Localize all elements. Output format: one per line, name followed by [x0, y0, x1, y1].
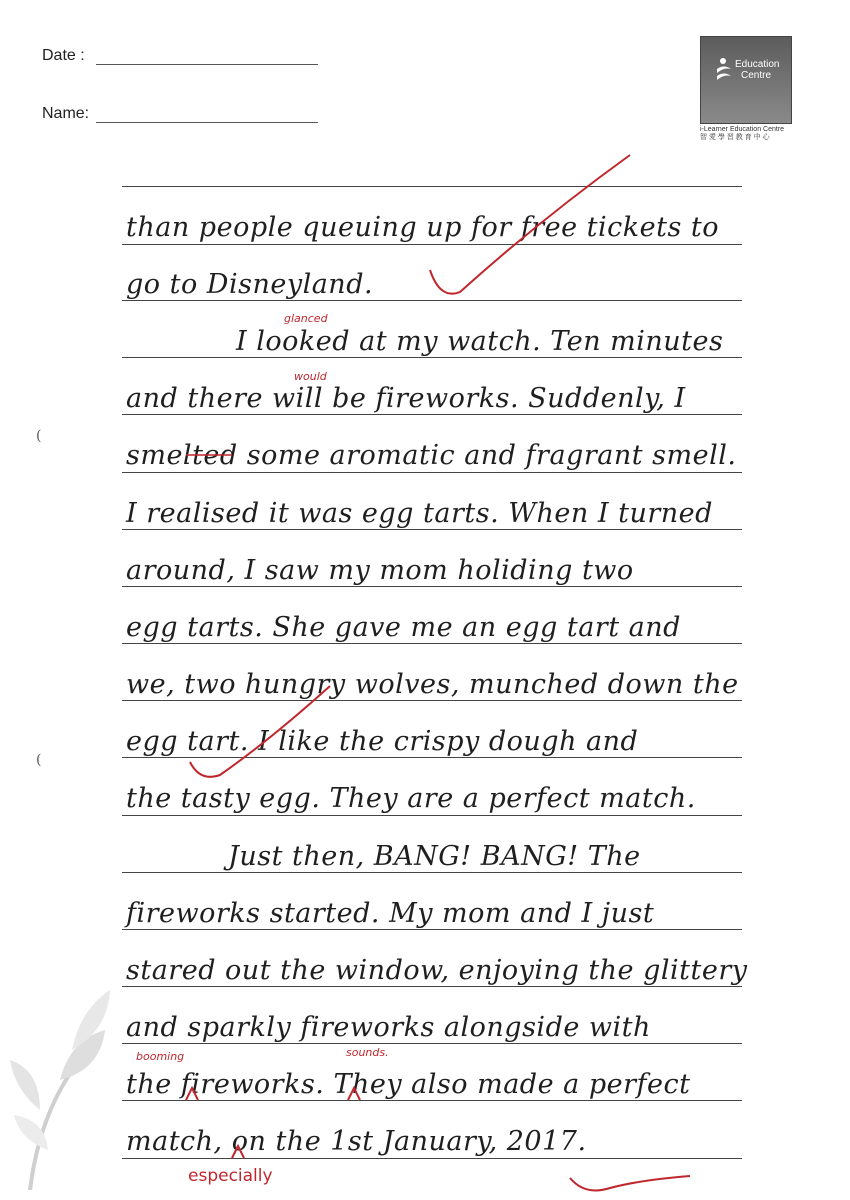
- logo-caption-en: i-Learner Education Centre: [700, 126, 785, 133]
- essay-line: egg tarts. She gave me an egg tart and: [126, 612, 681, 643]
- essay-line: around, I saw my mom holiding two: [126, 555, 634, 586]
- essay-line: stared out the window, enjoying the glittery: [126, 955, 748, 986]
- leaf-decoration-icon: [10, 950, 120, 1190]
- essay-line: than people queuing up for free tickets to: [126, 212, 720, 243]
- essay-line: I looked at my watch. Ten minutes: [236, 326, 724, 357]
- correction-would: would: [294, 370, 327, 383]
- margin-mark: (: [36, 752, 42, 768]
- logo-caption-zh: 智 愛 學 習 教 育 中 心: [700, 134, 770, 141]
- caret-icon: [186, 1088, 198, 1100]
- margin-mark: (: [36, 428, 42, 444]
- name-label: Name:: [42, 105, 90, 122]
- correction-sounds: sounds.: [346, 1046, 389, 1059]
- essay-line: Just then, BANG! BANG! The: [228, 841, 641, 872]
- essay-line: go to Disneyland.: [126, 269, 374, 300]
- correction-especially: especially: [188, 1166, 273, 1186]
- tick-mark-icon: [570, 1176, 690, 1190]
- correction-booming: booming: [136, 1050, 185, 1063]
- essay-line: and there will be fireworks. Suddenly, I: [126, 383, 686, 414]
- caret-icon: [232, 1146, 244, 1158]
- essay-line: fireworks started. My mom and I just: [126, 898, 655, 929]
- caret-icon: [348, 1088, 360, 1100]
- essay-line: smelted some aromatic and fragrant smell.: [126, 440, 737, 471]
- tick-mark-icon: [190, 686, 330, 777]
- logo-line-1: Education: [735, 59, 780, 70]
- tick-mark-icon: [430, 155, 630, 294]
- essay-line: I realised it was egg tarts. When I turned: [126, 498, 713, 529]
- logo-line-2: Centre: [741, 70, 772, 81]
- essay-line: the fireworks. They also made a perfect: [126, 1069, 691, 1100]
- essay-line: the tasty egg. They are a perfect match.: [126, 783, 696, 814]
- essay-line: we, two hungry wolves, munched down the: [126, 669, 739, 700]
- essay-line: egg tart. I like the crispy dough and: [126, 726, 639, 757]
- essay-line: match, on the 1st January, 2017.: [126, 1126, 587, 1157]
- correction-glanced: glanced: [284, 312, 328, 325]
- essay-line: and sparkly fireworks alongside with: [126, 1012, 651, 1043]
- date-label: Date :: [42, 47, 85, 64]
